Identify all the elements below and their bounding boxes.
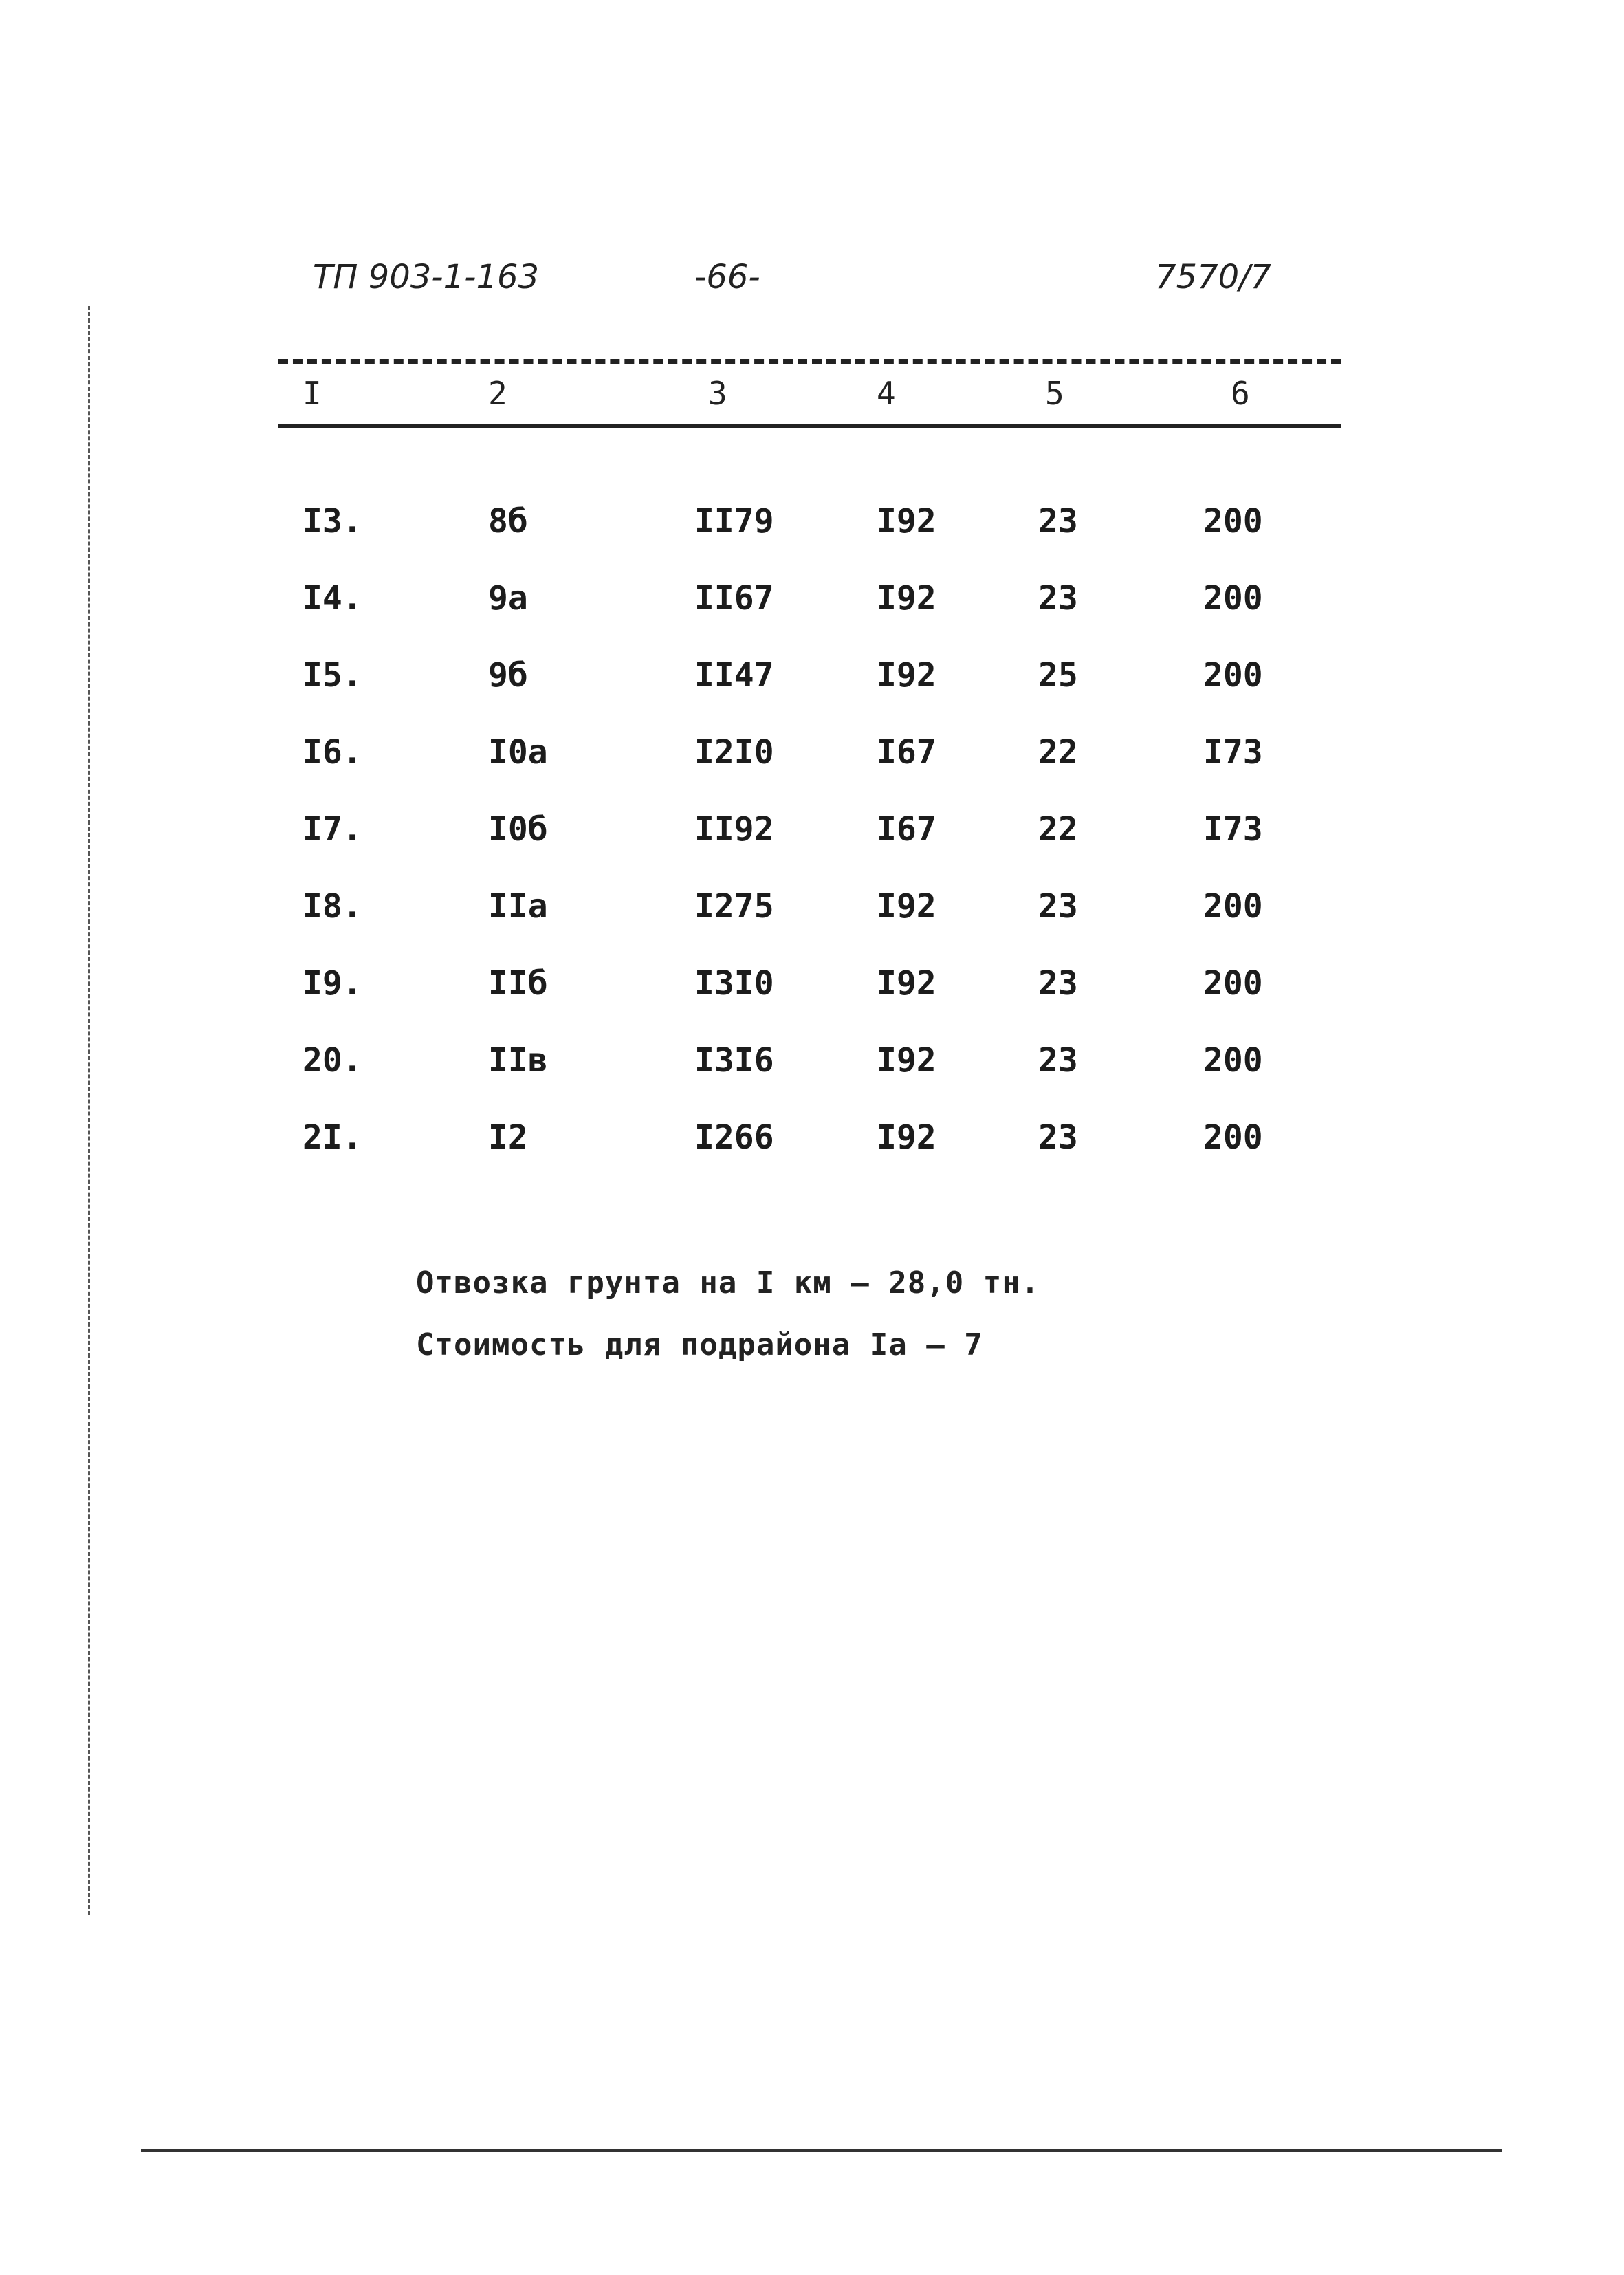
row-number: I4.	[303, 579, 362, 618]
row-number: I8.	[303, 887, 362, 926]
table-header-rule	[278, 424, 1341, 428]
column-header-6: 6	[1231, 375, 1250, 412]
table-cell: 23	[1038, 579, 1078, 618]
table-cell: II67	[694, 579, 774, 618]
table-top-dashed-rule	[278, 359, 1341, 364]
column-header-4: 4	[877, 375, 896, 412]
table-cell: I2I0	[694, 733, 774, 772]
table-cell: I92	[877, 579, 936, 618]
table-cell: 200	[1203, 656, 1263, 695]
table-cell: 23	[1038, 1041, 1078, 1080]
column-header-1: I	[303, 375, 322, 412]
page-number: -66-	[694, 258, 760, 296]
table-cell: I92	[877, 502, 936, 541]
table-cell: I92	[877, 887, 936, 926]
row-number: I3.	[303, 502, 362, 541]
table-cell: II92	[694, 810, 774, 849]
table-cell: I0а	[488, 733, 548, 772]
table-cell: II47	[694, 656, 774, 695]
table-cell: I92	[877, 656, 936, 695]
table-cell: I3I6	[694, 1041, 774, 1080]
document-code: ТП 903-1-163	[313, 258, 540, 296]
table-cell: I67	[877, 810, 936, 849]
table-cell: 200	[1203, 579, 1263, 618]
table-cell: I266	[694, 1118, 774, 1157]
margin-binding-line	[88, 306, 90, 1915]
column-header-3: 3	[708, 375, 727, 412]
row-number: I7.	[303, 810, 362, 849]
footer-rule	[141, 2149, 1502, 2152]
table-cell: IIб	[488, 964, 548, 1003]
row-number: I9.	[303, 964, 362, 1003]
table-cell: 200	[1203, 502, 1263, 541]
table-cell: 25	[1038, 656, 1078, 695]
table-cell: I0б	[488, 810, 548, 849]
note-soil-removal: Отвозка грунта на I км – 28,0 тн.	[416, 1265, 1040, 1300]
table-cell: I92	[877, 1118, 936, 1157]
table-cell: 200	[1203, 887, 1263, 926]
table-cell: IIа	[488, 887, 548, 926]
table-cell: I67	[877, 733, 936, 772]
table-cell: 23	[1038, 887, 1078, 926]
table-cell: IIв	[488, 1041, 548, 1080]
row-number: 2I.	[303, 1118, 362, 1157]
table-cell: 23	[1038, 502, 1078, 541]
table-cell: 9б	[488, 656, 528, 695]
table-cell: 200	[1203, 1041, 1263, 1080]
table-cell: I2	[488, 1118, 528, 1157]
table-cell: II79	[694, 502, 774, 541]
table-cell: 22	[1038, 733, 1078, 772]
note-subregion-cost: Стоимость для подрайона Iа – 7	[416, 1327, 983, 1362]
table-cell: 22	[1038, 810, 1078, 849]
table-cell: 200	[1203, 1118, 1263, 1157]
table-cell: I92	[877, 964, 936, 1003]
column-header-5: 5	[1045, 375, 1064, 412]
table-cell: 8б	[488, 502, 528, 541]
table-cell: 23	[1038, 964, 1078, 1003]
reference-number: 7570/7	[1155, 258, 1271, 296]
table-cell: 9а	[488, 579, 528, 618]
table-cell: 200	[1203, 964, 1263, 1003]
table-cell: I275	[694, 887, 774, 926]
table-cell: I73	[1203, 733, 1263, 772]
row-number: I5.	[303, 656, 362, 695]
table-cell: I73	[1203, 810, 1263, 849]
table-cell: 23	[1038, 1118, 1078, 1157]
table-cell: I92	[877, 1041, 936, 1080]
table-cell: I3I0	[694, 964, 774, 1003]
row-number: I6.	[303, 733, 362, 772]
row-number: 20.	[303, 1041, 362, 1080]
column-header-2: 2	[488, 375, 507, 412]
